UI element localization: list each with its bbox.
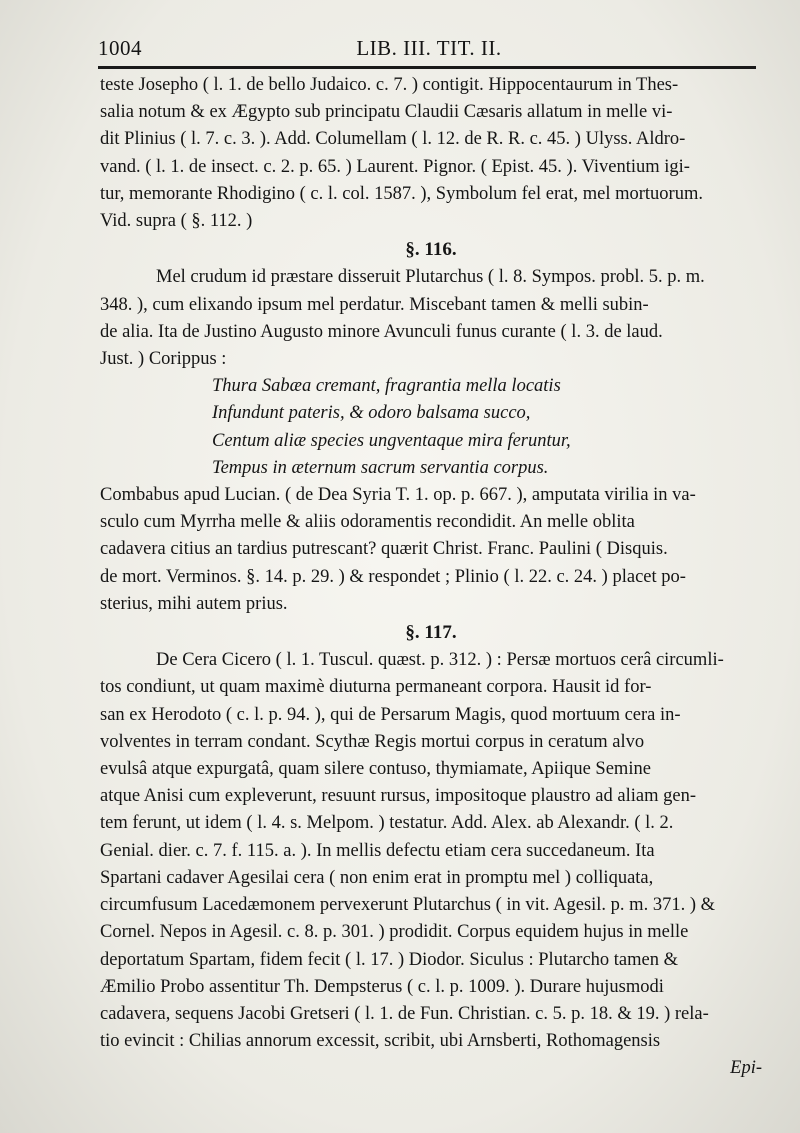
text-line: sculo cum Myrrha melle & aliis odoramentis recondidit. An melle oblita [100, 512, 635, 533]
text-line: atque Anisi cum expleverunt, resuunt rursus, impositoque plaustro ad aliam gen- [100, 786, 696, 807]
header-rule [98, 66, 756, 69]
text-line: Genial. dier. c. 7. f. 115. a. ). In mellis defectu etiam cera succedaneum. Ita [100, 840, 655, 861]
verse-line: Centum aliæ species ungventaque mira feruntur, [212, 430, 571, 451]
text-line: circumfusum Lacedæmonem pervexerunt Plutarchus ( in vit. Agesil. p. m. 371. ) & [100, 895, 715, 916]
section-heading-117: §. 117. [405, 622, 457, 644]
text-line: Spartani cadaver Agesilai cera ( non enim erat in promptu mel ) colliquata, [100, 867, 654, 888]
text-line: Cornel. Nepos in Agesil. c. 8. p. 301. ) prodidit. Corpus equidem hujus in melle [100, 922, 689, 943]
section-heading-116: §. 116. [405, 239, 457, 261]
text-line: tem ferunt, ut idem ( l. 4. s. Melpom. ) testatur. Add. Alex. ab Alexandr. ( l. 2. [100, 813, 674, 834]
running-head: LIB. III. TIT. II. [356, 36, 502, 60]
verse-line: Thura Sabæa cremant, fragrantia mella locatis [212, 376, 561, 397]
text-line: evulsâ atque expurgatâ, quam silere contuso, thymiamate, Apiique Semine [100, 759, 651, 780]
text-line: tur, memorante Rhodigino ( c. l. col. 1587. ), Symbolum fel erat, mel mortuorum. [100, 183, 703, 204]
text-line: salia notum & ex Ægypto sub principatu Claudii Cæsaris allatum in melle vi- [100, 102, 673, 123]
text-line: de alia. Ita de Justino Augusto minore Avunculi funus curante ( l. 3. de laud. [100, 321, 663, 342]
text-line: volventes in terram condant. Scythæ Regis mortui corpus in ceratum alvo [100, 731, 645, 752]
text-line: dit Plinius ( l. 7. c. 3. ). Add. Columellam ( l. 12. de R. R. c. 45. ) Ulyss. Aldro- [100, 129, 686, 150]
page-body [100, 72, 762, 1083]
verse-line: Infundunt pateris, & odoro balsama succo, [212, 403, 531, 424]
page-header [98, 30, 760, 64]
text-line: teste Josepho ( l. 1. de bello Judaico. c. 7. ) contigit. Hippocentaurum in Thes- [100, 75, 679, 95]
text-line: Combabus apud Lucian. ( de Dea Syria T. 1. op. p. 667. ), amputata virilia in va- [100, 485, 696, 506]
text-line: Vid. supra ( §. 112. ) [100, 211, 253, 232]
catchword: Epi- [730, 1058, 762, 1079]
text-line: san ex Herodoto ( c. l. p. 94. ), qui de Persarum Magis, quod mortuum cera in- [100, 704, 681, 725]
text-line: Just. ) Corippus : [100, 349, 227, 370]
text-line: cadavera, sequens Jacobi Gretseri ( l. 1. de Fun. Christian. c. 5. p. 18. & 19. ) rela- [100, 1003, 709, 1024]
page-number: 1004 [98, 36, 142, 60]
verse-line: Tempus in æternum sacrum servantia corpus. [212, 457, 549, 478]
text-line: vand. ( l. 1. de insect. c. 2. p. 65. ) Laurent. Pignor. ( Epist. 45. ). Viventium igi- [100, 156, 690, 177]
text-line: Æmilio Probo assentitur Th. Dempsterus ( c. l. p. 1009. ). Durare hujusmodi [100, 976, 664, 997]
text-line: deportatum Spartam, fidem fecit ( l. 17. ) Diodor. Siculus : Plutarcho tamen & [100, 949, 679, 970]
text-line: tio evincit : Chilias annorum excessit, scribit, ubi Arnsberti, Rothomagensis [100, 1031, 661, 1052]
text-line: Mel crudum id præstare disseruit Plutarchus ( l. 8. Sympos. probl. 5. p. m. [156, 267, 705, 288]
text-line: 348. ), cum elixando ipsum mel perdatur. Miscebant tamen & melli subin- [100, 294, 649, 315]
text-line: tos condiunt, ut quam maximè diuturna permaneant corpora. Hausit id for- [100, 677, 652, 698]
text-line: De Cera Cicero ( l. 1. Tuscul. quæst. p. 312. ) : Persæ mortuos cerâ circumli- [156, 650, 724, 671]
text-line: cadavera citius an tardius putrescant? quærit Christ. Franc. Paulini ( Disquis. [100, 539, 668, 560]
text-line: sterius, mihi autem prius. [100, 593, 288, 614]
text-line: de mort. Verminos. §. 14. p. 29. ) & respondet ; Plinio ( l. 22. c. 24. ) placet po- [100, 566, 686, 587]
